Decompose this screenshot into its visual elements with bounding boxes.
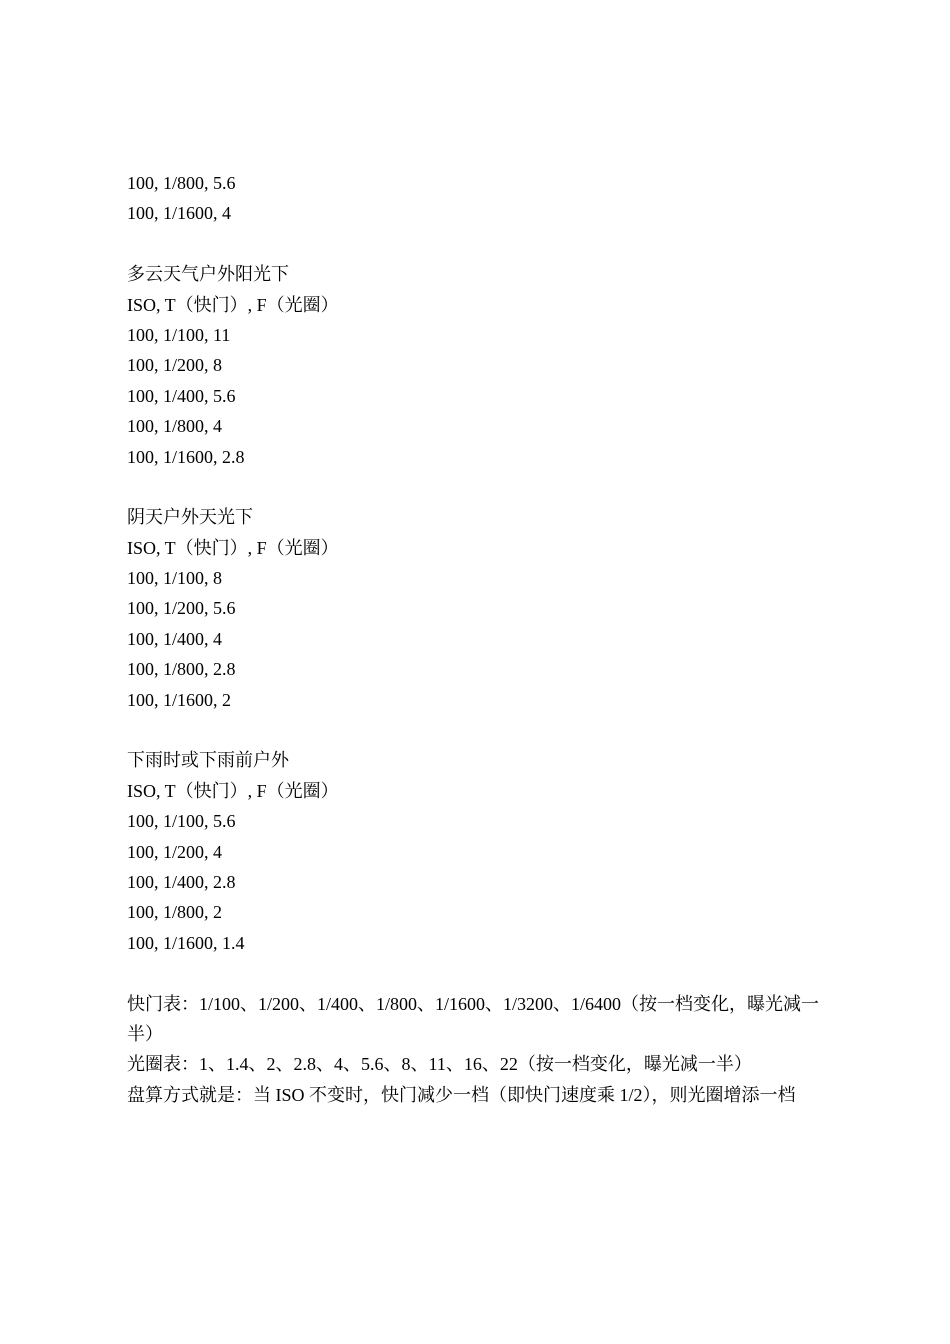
spacer xyxy=(127,472,827,502)
spacer xyxy=(127,715,827,745)
exposure-row: 100, 1/400, 4 xyxy=(127,628,223,649)
intro-block xyxy=(127,168,827,229)
exposure-row: 100, 1/800, 2 xyxy=(127,902,223,923)
section-cloudy xyxy=(127,259,827,472)
exposure-row: 100, 1/1600, 2 xyxy=(127,689,232,710)
exposure-row: 100, 1/800, 2.8 xyxy=(127,659,236,680)
calculation-note: 盘算方式就是：当 ISO 不变时，快门减少一档（即快门速度乘 1/2），则光圈增添一档 xyxy=(127,1084,796,1105)
exposure-row: 100, 1/100, 8 xyxy=(127,568,223,589)
intro-line: 100, 1/1600, 4 xyxy=(127,203,232,224)
exposure-row: 100, 1/800, 4 xyxy=(127,416,223,437)
section-header: ISO, T（快门）, F（光圈） xyxy=(127,294,339,315)
section-header: ISO, T（快门）, F（光圈） xyxy=(127,537,339,558)
exposure-row: 100, 1/1600, 1.4 xyxy=(127,932,245,953)
intro-line: 100, 1/800, 5.6 xyxy=(127,173,236,193)
notes-block xyxy=(127,989,827,1111)
shutter-table-note: 快门表：1/100、1/200、1/400、1/800、1/1600、1/3200、1/6400（按一档变化，曝光减一半） xyxy=(127,993,820,1044)
section-title: 下雨时或下雨前户外 xyxy=(127,750,289,771)
aperture-table-note: 光圈表：1、1.4、2、2.8、4、5.6、8、11、16、22（按一档变化，曝光减一半） xyxy=(127,1054,752,1075)
exposure-row: 100, 1/100, 5.6 xyxy=(127,811,236,832)
exposure-row: 100, 1/400, 5.6 xyxy=(127,385,236,406)
section-overcast xyxy=(127,502,827,715)
document-body xyxy=(127,168,827,1110)
exposure-row: 100, 1/400, 2.8 xyxy=(127,871,236,892)
exposure-row: 100, 1/200, 5.6 xyxy=(127,598,236,619)
section-header: ISO, T（快门）, F（光圈） xyxy=(127,780,339,801)
exposure-row: 100, 1/100, 11 xyxy=(127,324,231,345)
spacer xyxy=(127,958,827,988)
exposure-row: 100, 1/200, 4 xyxy=(127,841,223,862)
section-rain xyxy=(127,745,827,958)
section-title: 阴天户外天光下 xyxy=(127,507,253,528)
section-title: 多云天气户外阳光下 xyxy=(127,264,289,285)
spacer xyxy=(127,229,827,259)
exposure-row: 100, 1/1600, 2.8 xyxy=(127,446,245,467)
exposure-row: 100, 1/200, 8 xyxy=(127,355,223,376)
